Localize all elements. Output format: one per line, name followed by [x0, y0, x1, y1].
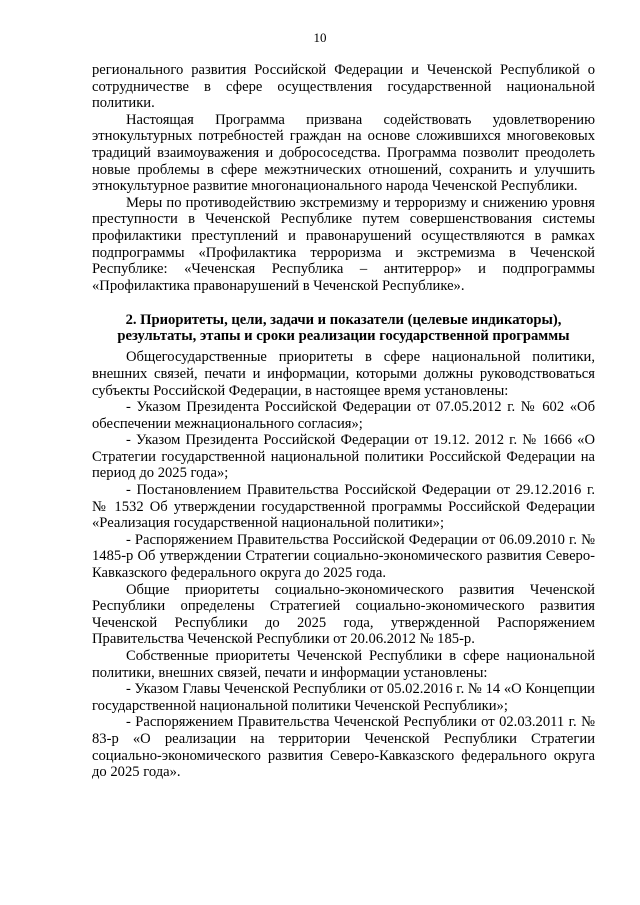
paragraph: - Распоряжением Правительства Чеченской Республики от 02.03.2011 г. № 83-р «О реализации на территории Чеченской Республики Стратегии социально-экономического развития Северо-Кавказского федерального округа до 2025 года». — [92, 714, 595, 781]
paragraph: Собственные приоритеты Чеченской Республики в сфере национальной политики, внешних связей, печати и информации установлены: — [92, 648, 595, 681]
paragraph: - Указом Главы Чеченской Республики от 05.02.2016 г. № 14 «О Концепции государственной национальной политики Чеченской Республики»; — [92, 681, 595, 714]
paragraph: Настоящая Программа призвана содействовать удовлетворению этнокультурных потребностей граждан на основе сложившихся многовековых традиций взаимоуважения и добрососедства. Программа позволит преодолеть новые проблемы в сфере межэтнических отношений, сохранить и улучшить этнокультурное развитие многонационального народа Чеченской Республики. — [92, 111, 595, 195]
document-body — [92, 62, 595, 781]
paragraph: - Указом Президента Российской Федерации от 19.12. 2012 г. № 1666 «О Стратегии государственной национальной политики Российской Федерации на период до 2025 года»; — [92, 432, 595, 482]
paragraph: регионального развития Российской Федерации и Чеченской Республикой о сотрудничестве в сфере осуществления государственной национальной политики. — [92, 62, 595, 112]
section-paragraphs — [92, 349, 595, 780]
section-heading: 2. Приоритеты, цели, задачи и показатели (целевые индикаторы), результаты, этапы и сроки реализации государственной программы — [117, 312, 570, 345]
paragraph: Общие приоритеты социально-экономического развития Чеченской Республики определены Стратегией социально-экономического развития Чеченской Республики до 2025 года, утвержденной Распоряжением Правительства Чеченской Республики от 20.06.2012 № 185-р. — [92, 581, 595, 648]
paragraph: - Указом Президента Российской Федерации от 07.05.2012 г. № 602 «Об обеспечении межнационального согласия»; — [92, 399, 595, 432]
paragraph: Общегосударственные приоритеты в сфере национальной политики, внешних связей, печати и информации, которыми должны руководствоваться субъекты Российской Федерации, в настоящее время установлены: — [92, 349, 595, 399]
paragraph: Меры по противодействию экстремизму и терроризму и снижению уровня преступности в Чеченской Республике путем совершенствования системы профилактики преступлений и правонарушений осуществляются в рамках подпрограммы «Профилактика терроризма и экстремизма в Чеченской Республике: «Чеченская Республика – антитеррор» и подпрограммы «Профилактика правонарушений в Чеченской Республике». — [92, 194, 595, 294]
paragraph: - Постановлением Правительства Российской Федерации от 29.12.2016 г. № 1532 Об утверждении государственной программы Российской Федерации «Реализация государственной национальной политики»; — [92, 482, 595, 532]
page-number: 10 — [313, 30, 327, 45]
paragraph: - Распоряжением Правительства Российской Федерации от 06.09.2010 г. № 1485-р Об утверждении Стратегии социально-экономического развития Северо-Кавказского федерального округа до 2025 года. — [92, 531, 595, 582]
intro-paragraphs — [92, 62, 595, 294]
